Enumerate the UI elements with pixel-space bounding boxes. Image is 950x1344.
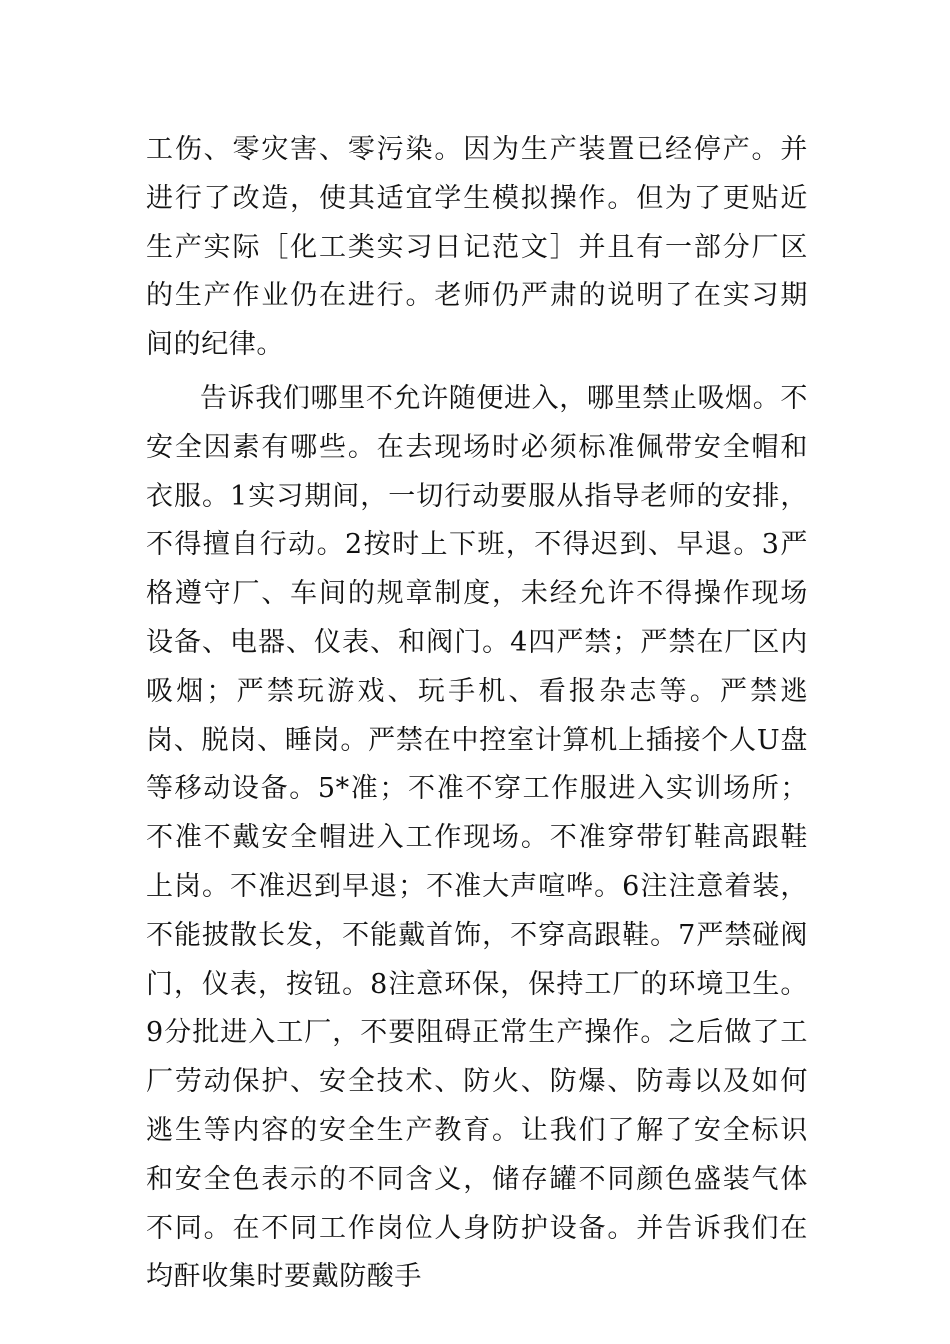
paragraph-discipline-intro: 工伤、零灾害、零污染。因为生产装置已经停产。并进行了改造，使其适宜学生模拟操作。但为了更贴近生产实际［化工类实习日记范文］并且有一部分厂区的生产作业仍在进行。老师仍严肃的说明了在实习期间的纪律。 [146,134,808,361]
paragraph-safety-rules: 告诉我们哪里不允许随便进入，哪里禁止吸烟。不安全因素有哪些。在去现场时必须标准佩带安全帽和衣服。1实习期间，一切行动要服从指导老师的安排，不得擅自行动。2按时上下班，不得迟到、早退。3严格遵守厂、车间的规章制度，未经允许不得操作现场设备、电器、仪表、和阀门。4四严禁；严禁在厂区内吸烟；严禁玩游戏、玩手机、看报杂志等。严禁逃岗、脱岗、睡岗。严禁在中控室计算机上插接个人U盘等移动设备。5*准；不准不穿工作服进入实训场所；不准不戴安全帽进入工作现场。不准穿带钉鞋高跟鞋上岗。不准迟到早退；不准大声喧哗。6注注意着装，不能披散长发，不能戴首饰，不穿高跟鞋。7严禁碰阀门，仪表，按钮。8注意环保，保持工厂的环境卫生。9分批进入工厂，不要阻碍正常生产操作。之后做了工厂劳动保护、安全技术、防火、防爆、防毒以及如何逃生等内容的安全生产教育。让我们了解了安全标识和安全色表示的不同含义，储存罐不同颜色盛装气体不同。在不同工作岗位人身防护设备。并告诉我们在均酐收集时要戴防酸手 [146,383,808,1293]
